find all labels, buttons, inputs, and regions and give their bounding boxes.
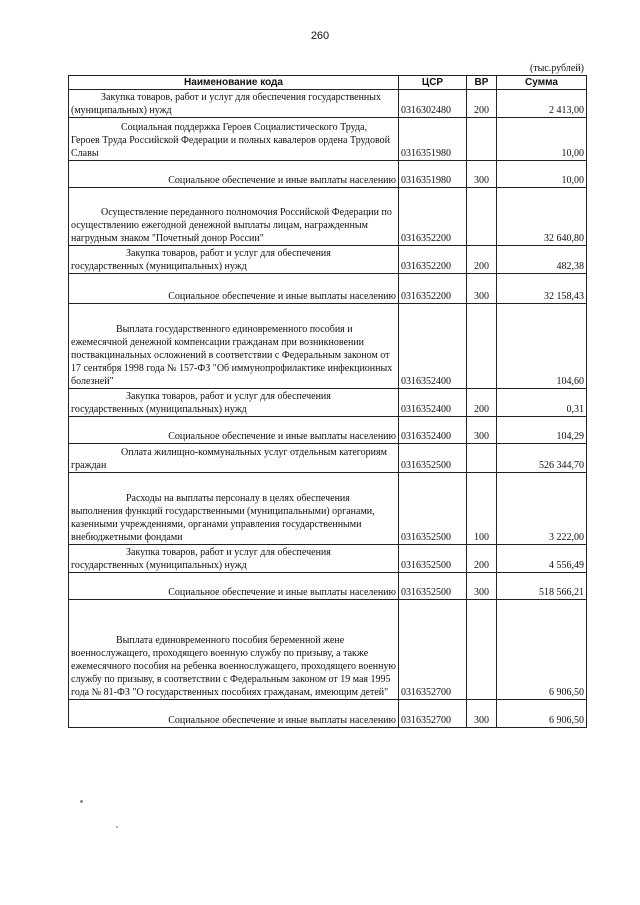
row-sum: 10,00: [497, 118, 587, 161]
row-sum: 6 906,50: [497, 700, 587, 728]
row-vr: 300: [467, 700, 497, 728]
row-csr: 0316352200: [399, 274, 467, 304]
table-row: [69, 600, 587, 700]
table-row: [69, 304, 587, 389]
row-name: Социальное обеспечение и иные выплаты населению: [69, 161, 399, 188]
row-vr: [467, 188, 497, 246]
row-csr: 0316352500: [399, 573, 467, 600]
table-row: [69, 118, 587, 161]
row-vr: 200: [467, 389, 497, 417]
row-vr: [467, 118, 497, 161]
row-csr: 0316351980: [399, 161, 467, 188]
row-vr: 200: [467, 545, 497, 573]
row-name: Выплата единовременного пособия беременной жене военнослужащего, проходящего военную службу по призыву, а также ежемесячного пособия на ребенка военнослужащего, проходящего военную службу по призыву, в соответствии с Федеральным законом от 19 мая 1995 года № 81-ФЗ "О государственных пособиях гражданам, имеющим детей": [69, 600, 399, 700]
header-name: Наименование кода: [69, 76, 399, 90]
table-row: [69, 444, 587, 473]
row-name: Расходы на выплаты персоналу в целях обеспечения выполнения функций государственными (муниципальными) органами, казенными учреждениями, органами управления государственными внебюджетными фондами: [69, 473, 399, 545]
row-name: Социальное обеспечение и иные выплаты населению: [69, 417, 399, 444]
row-vr: 200: [467, 246, 497, 274]
budget-table: [68, 75, 587, 728]
row-sum: 2 413,00: [497, 90, 587, 118]
row-sum: 3 222,00: [497, 473, 587, 545]
row-sum: 6 906,50: [497, 600, 587, 700]
row-name: Закупка товаров, работ и услуг для обеспечения государственных (муниципальных) нужд: [69, 545, 399, 573]
row-vr: [467, 444, 497, 473]
row-csr: 0316352400: [399, 389, 467, 417]
row-name: Закупка товаров, работ и услуг для обеспечения государственных (муниципальных) нужд: [69, 90, 399, 118]
row-name: Закупка товаров, работ и услуг для обеспечения государственных (муниципальных) нужд: [69, 389, 399, 417]
units-label: (тыс.рублей): [529, 63, 584, 74]
page-number: 260: [310, 30, 330, 42]
header-csr: ЦСР: [399, 76, 467, 90]
row-sum: 10,00: [497, 161, 587, 188]
row-name: Социальное обеспечение и иные выплаты населению: [69, 274, 399, 304]
row-vr: [467, 600, 497, 700]
row-sum: 32 640,80: [497, 188, 587, 246]
row-sum: 4 556,49: [497, 545, 587, 573]
row-name: Социальное обеспечение и иные выплаты населению: [69, 573, 399, 600]
row-vr: 300: [467, 573, 497, 600]
row-vr: 200: [467, 90, 497, 118]
row-csr: 0316352200: [399, 188, 467, 246]
scan-speck: [116, 826, 118, 828]
header-sum: Сумма: [497, 76, 587, 90]
header-vr: ВР: [467, 76, 497, 90]
table-row: [69, 161, 587, 188]
row-name: Социальная поддержка Героев Социалистического Труда, Героев Труда Российской Федерации и полных кавалеров ордена Трудовой Славы: [69, 118, 399, 161]
table-row: [69, 473, 587, 545]
table-header-row: [69, 76, 587, 90]
scan-speck: [80, 800, 83, 803]
row-vr: [467, 304, 497, 389]
table-row: [69, 389, 587, 417]
row-csr: 0316352400: [399, 417, 467, 444]
row-csr: 0316352200: [399, 246, 467, 274]
table-row: [69, 417, 587, 444]
row-name: Осуществление переданного полномочия Российской Федерации по осуществлению ежегодной денежной выплаты лицам, награжденным нагрудным знаком "Почетный донор России": [69, 188, 399, 246]
row-csr: 0316352700: [399, 700, 467, 728]
row-sum: 0,31: [497, 389, 587, 417]
row-csr: 0316351980: [399, 118, 467, 161]
row-vr: 300: [467, 417, 497, 444]
row-sum: 482,38: [497, 246, 587, 274]
row-csr: 0316352500: [399, 545, 467, 573]
table-row: [69, 274, 587, 304]
row-csr: 0316352700: [399, 600, 467, 700]
row-csr: 0316352500: [399, 473, 467, 545]
row-vr: 300: [467, 274, 497, 304]
row-vr: 300: [467, 161, 497, 188]
table-row: [69, 188, 587, 246]
row-sum: 32 158,43: [497, 274, 587, 304]
row-vr: 100: [467, 473, 497, 545]
row-sum: 104,29: [497, 417, 587, 444]
table-row: [69, 246, 587, 274]
row-sum: 526 344,70: [497, 444, 587, 473]
table-row: [69, 545, 587, 573]
row-name: Оплата жилищно-коммунальных услуг отдельным категориям граждан: [69, 444, 399, 473]
table-row: [69, 700, 587, 728]
row-name: Социальное обеспечение и иные выплаты населению: [69, 700, 399, 728]
row-csr: 0316302480: [399, 90, 467, 118]
table-row: [69, 90, 587, 118]
row-csr: 0316352500: [399, 444, 467, 473]
row-sum: 104,60: [497, 304, 587, 389]
row-sum: 518 566,21: [497, 573, 587, 600]
row-name: Выплата государственного единовременного пособия и ежемесячной денежной компенсации гражданам при возникновении поствакцинальных осложнений в соответствии с Федеральным законом от 17 сентября 1998 года № 157-ФЗ "Об иммунопрофилактике инфекционных болезней": [69, 304, 399, 389]
row-name: Закупка товаров, работ и услуг для обеспечения государственных (муниципальных) нужд: [69, 246, 399, 274]
table-row: [69, 573, 587, 600]
row-csr: 0316352400: [399, 304, 467, 389]
